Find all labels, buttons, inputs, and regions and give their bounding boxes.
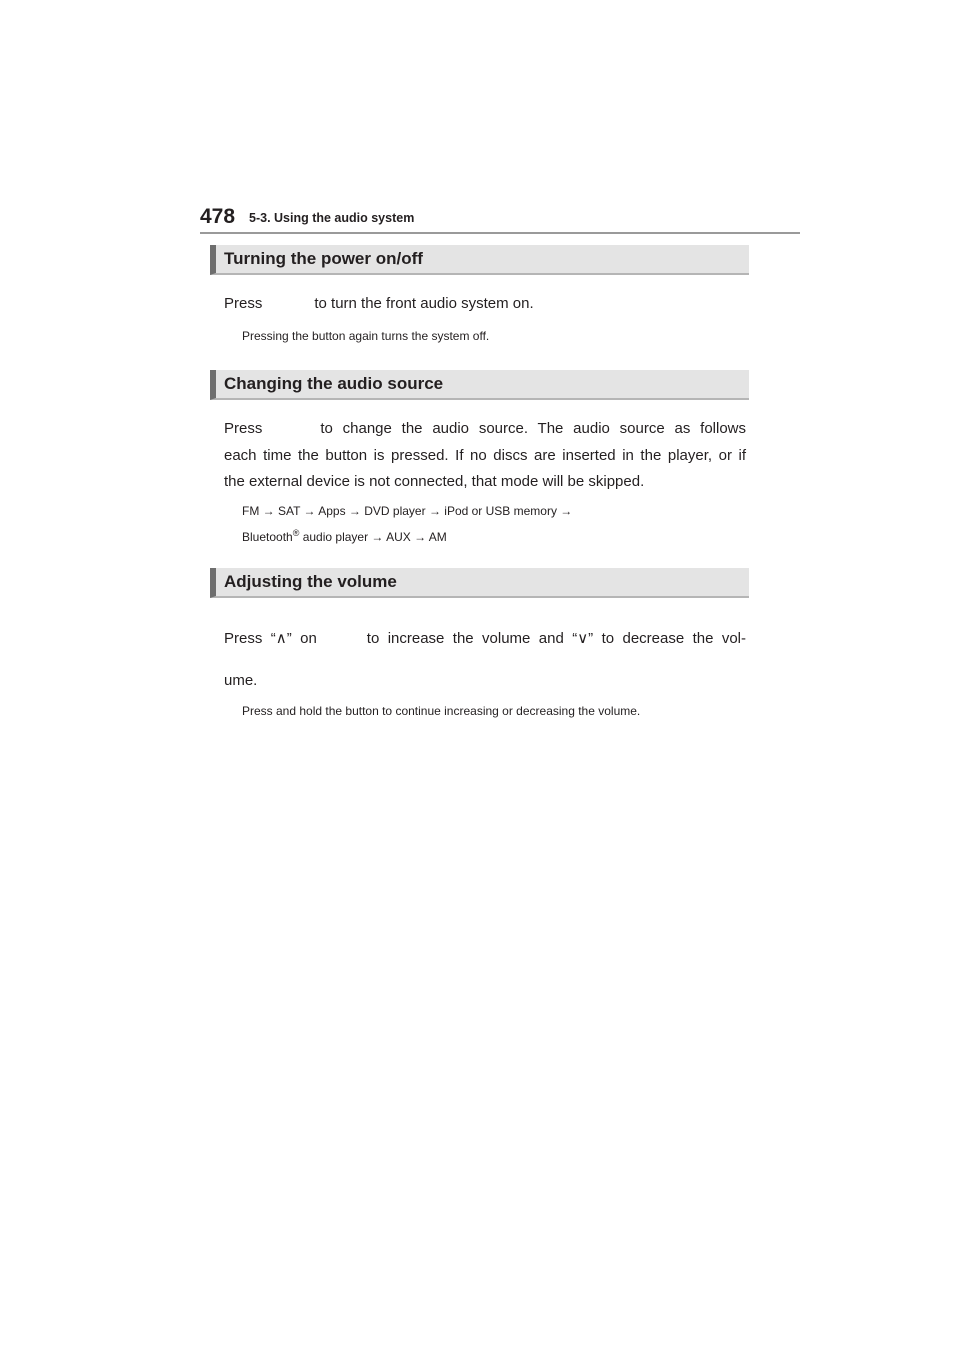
power-press-rest: to turn the front audio system on. (314, 295, 534, 312)
bluetooth-text: Bluetooth (242, 530, 293, 544)
chapter-title: 5-3. Using the audio system (249, 211, 415, 225)
section-title: Turning the power on/off (224, 249, 423, 268)
source-line-2: each time the button is pressed. If no discs are inserted in the player, or if (224, 447, 746, 464)
volume-press-text: Press “∧” on (224, 630, 317, 647)
sequence-rest: audio player → AUX → AM (299, 530, 447, 544)
section-title: Changing the audio source (224, 374, 444, 393)
power-note: Pressing the button again turns the system off. (242, 329, 490, 343)
volume-line-1 (224, 626, 746, 652)
section-heading-volume (210, 568, 749, 598)
volume-line-2: ume. (224, 672, 258, 689)
source-line-3: the external device is not connected, that mode will be skipped. (224, 473, 645, 490)
registered-mark: ® (292, 528, 300, 538)
section-title: Adjusting the volume (224, 572, 397, 591)
power-press-text: Press (224, 295, 263, 312)
source-press-rest: to change the audio source. The audio source as follows (320, 420, 746, 437)
header-rule (200, 232, 800, 234)
section-heading-source (210, 370, 749, 400)
page-number: 478 (200, 205, 236, 228)
source-sequence-line-1: FM → SAT → Apps → DVD player → iPod or USB memory → (242, 504, 573, 518)
source-line-1 (224, 416, 746, 442)
section-heading-power (210, 245, 749, 275)
volume-note: Press and hold the button to continue increasing or decreasing the volume. (242, 704, 641, 718)
source-sequence-line-2 (242, 522, 747, 548)
volume-press-rest: to increase the volume and “∨” to decrease the vol- (366, 630, 746, 647)
source-press-text: Press (224, 420, 263, 437)
power-instruction (224, 291, 746, 317)
page-header (200, 201, 800, 235)
